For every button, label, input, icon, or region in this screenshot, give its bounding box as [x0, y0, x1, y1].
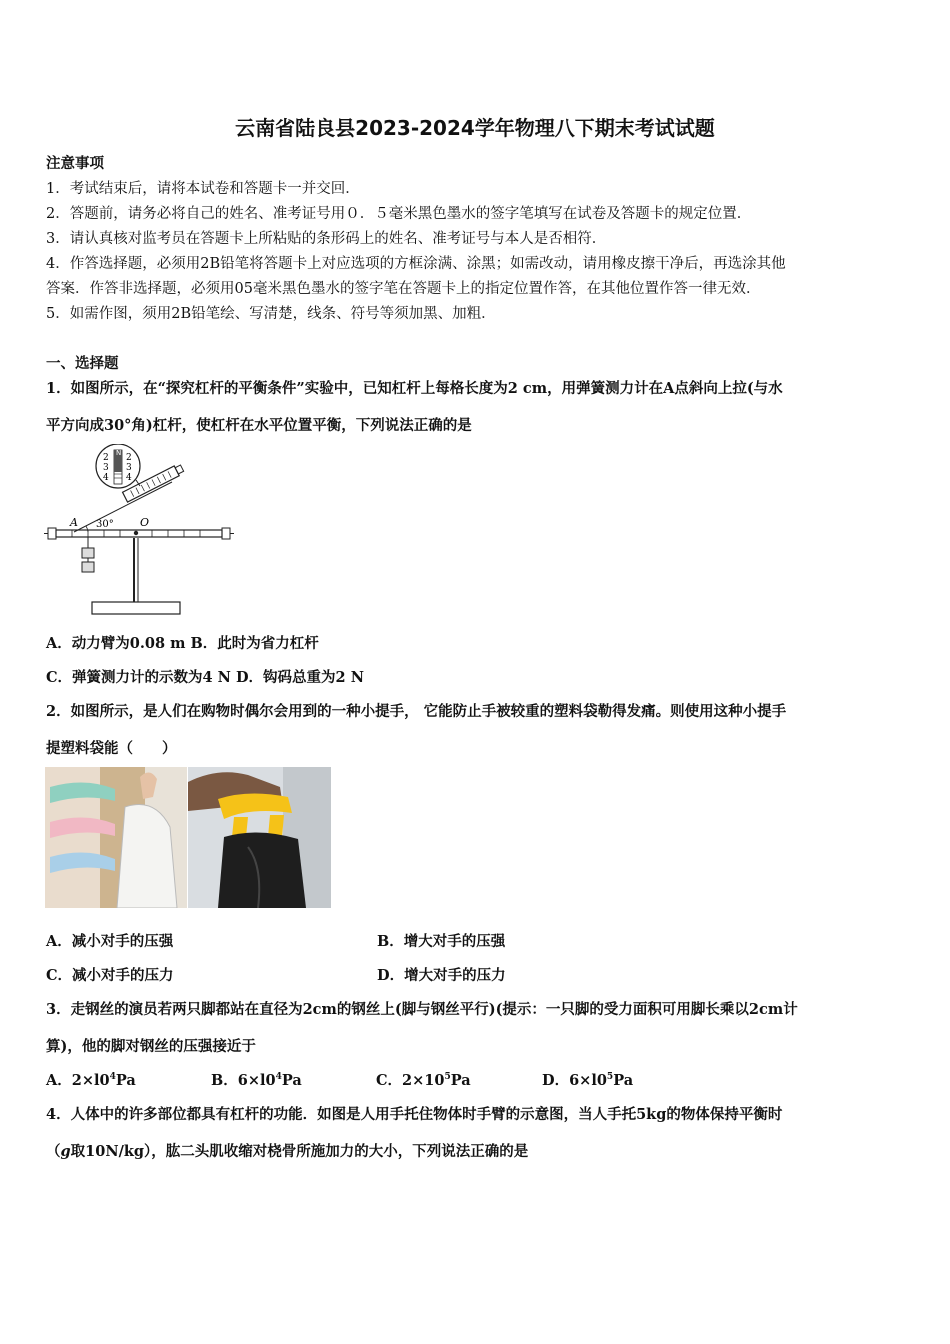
q4-text-line1: 4．人体中的许多部位都具有杠杆的功能．如图是人用手托住物体时手臂的示意图，当人手托5kg的物体保持平衡时: [46, 1106, 783, 1123]
notice-item-3: 3．请认真核对监考员在答题卡上所粘贴的条形码上的姓名、准考证号与本人是否相符．: [46, 231, 607, 247]
svg-text:3: 3: [103, 463, 109, 473]
q2-option-c: C．减小对手的压力: [46, 967, 174, 984]
q1-options-row1: A．动力臂为0.08 m B．此时为省力杠杆: [46, 635, 319, 652]
q1-options-row2: C．弹簧测力计的示数为4 N D．钩码总重为2 N: [46, 669, 364, 686]
svg-text:2: 2: [103, 453, 109, 463]
label-n: N: [116, 449, 122, 457]
label-a: A: [70, 516, 78, 529]
notice-item-1: 1．考试结束后，请将本试卷和答题卡一并交回．: [46, 181, 360, 197]
svg-text:3: 3: [126, 463, 132, 473]
lever-figure: [44, 444, 234, 620]
right-nut: [222, 528, 230, 539]
q2-text-line2: 提塑料袋能（ ）: [46, 740, 177, 757]
q3-option-c: C．$2\times 10^5Pa$: [376, 1072, 471, 1089]
svg-text:2: 2: [126, 453, 132, 463]
q3-text-line2: 算)，他的脚对钢丝的压强接近于: [46, 1038, 256, 1055]
pull-line: [74, 482, 172, 532]
page-title: 云南省陆良县2023-2024学年物理八下期末考试试题: [235, 116, 715, 140]
q2-option-a: A．减小对手的压强: [46, 933, 174, 950]
notice-item-4: 4．作答选择题，必须用2B铅笔将答题卡上对应选项的方框涂满、涂黑；如需改动，请用橡皮擦干净后，再选涂其他: [46, 256, 786, 272]
pivot-o: [134, 531, 138, 535]
q3-text-line1: 3．走钢丝的演员若两只脚都站在直径为2cm的钢丝上(脚与钢丝平行)(提示：一只脚的受力面积可用脚长乘以2cm计: [46, 1001, 798, 1018]
label-angle: 30°: [96, 519, 114, 530]
q3-option-a: A．$2\times l0^4Pa$: [46, 1072, 136, 1089]
handle-photo-2: [188, 767, 331, 908]
notice-item-5: 5．如需作图，须用2B铅笔绘、写清楚，线条、符号等须加黑、加粗．: [46, 306, 496, 322]
section-heading: 一、选择题: [46, 355, 119, 372]
notice-item-2: 2．答题前，请务必将自己的姓名、准考证号用０．５毫米黑色墨水的签字笔填写在试卷及答题卡的规定位置．: [46, 206, 752, 222]
q3-option-b: B．$6\times l0^4Pa$: [211, 1072, 302, 1089]
svg-text:4: 4: [126, 473, 132, 483]
q2-option-d: D．增大对手的压力: [377, 967, 506, 984]
label-o: O: [140, 516, 150, 529]
handle-photo-1: [45, 767, 187, 908]
notice-heading: 注意事项: [46, 155, 104, 172]
q1-text-line2: 平方向成30°角)杠杆，使杠杆在水平位置平衡，下列说法正确的是: [46, 417, 472, 434]
q2-option-b: B．增大对手的压强: [377, 933, 506, 950]
svg-text:4: 4: [103, 473, 109, 483]
left-nut: [48, 528, 56, 539]
q3-option-d: D．$6\times l0^5Pa$: [542, 1072, 634, 1089]
q1-text-line1: 1．如图所示，在“探究杠杆的平衡条件”实验中，已知杠杆上每格长度为2 cm，用弹簧测力计在A点斜向上拉(与水: [46, 380, 783, 397]
q2-text-line1: 2．如图所示，是人们在购物时偶尔会用到的一种小提手， 它能防止手被较重的塑料袋勒得发痛。则使用这种小提手: [46, 703, 787, 720]
q4-text-line2: （g取10N/kg），肱二头肌收缩对桡骨所施加力的大小，下列说法正确的是: [46, 1143, 529, 1160]
weight-1: [82, 548, 94, 558]
notice-item-4-cont: 答案．作答非选择题，必须用05毫米黑色墨水的签字笔在答题卡上的指定位置作答，在其他位置作答一律无效．: [46, 281, 761, 297]
lever-bar: [56, 530, 222, 537]
weight-2: [82, 562, 94, 572]
stand-base: [92, 602, 180, 614]
